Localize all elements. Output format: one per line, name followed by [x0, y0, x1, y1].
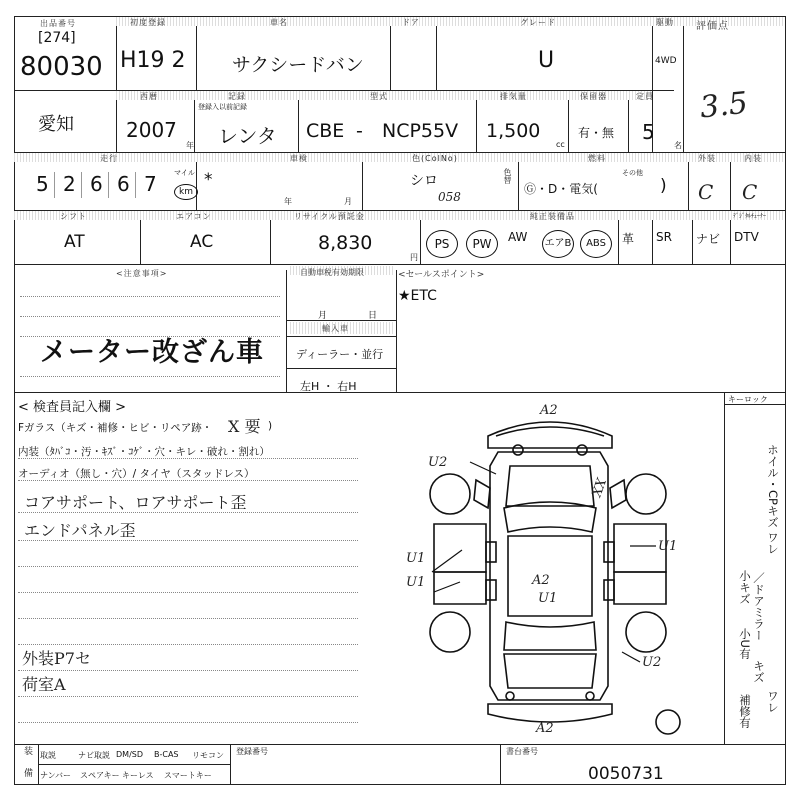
- sales-label: <セールスポイント>: [398, 270, 485, 280]
- equip-label: 純正装備品: [530, 212, 575, 221]
- color-change: 色替: [503, 168, 512, 184]
- side-text-col4: ワレ: [766, 690, 780, 713]
- displacement-value: 1,500: [486, 120, 541, 142]
- recycle-value: 8,830: [318, 232, 373, 254]
- equip-item: ナビ: [696, 232, 721, 246]
- color-value: シロ: [410, 173, 438, 189]
- ac-label: エアコン: [176, 212, 212, 221]
- exterior-value: C: [698, 180, 714, 204]
- diagram-label-u1-right: U1: [658, 539, 678, 554]
- mileage-digit: 6: [90, 172, 103, 196]
- mileage-digit: 2: [63, 172, 76, 196]
- inspector-label: < 検査員記入欄 >: [18, 400, 127, 415]
- footer-item: スペアキー: [80, 771, 120, 780]
- document-label: 書台番号: [506, 747, 538, 756]
- drive-label: 駆動: [656, 18, 674, 27]
- sales-point: ★ETC: [398, 288, 437, 304]
- car-name-value: サクシードバン: [232, 54, 364, 76]
- fuel-close: ): [660, 176, 667, 196]
- handle-value: 左H ・ 右H: [300, 380, 357, 393]
- equip-item: 革: [622, 232, 635, 246]
- diagram-label-u1-left: U1: [406, 551, 426, 566]
- grade-label: グレード: [520, 18, 556, 27]
- type-label: 型式: [370, 92, 388, 101]
- lot-number: 80030: [20, 52, 103, 82]
- equip-item: AW: [508, 230, 528, 244]
- drive-value: 4WD: [655, 56, 677, 66]
- mileage-unit-top: マイル: [174, 169, 195, 177]
- recycle-day: 日: [368, 311, 378, 321]
- fuel-label: 燃料: [588, 154, 606, 163]
- recycle-label: リサイクル預託金: [294, 212, 365, 221]
- footer-equip-label-2: 備: [22, 768, 32, 777]
- diagram-label-u2-bottom: U2: [642, 655, 662, 670]
- equip-item: エアB: [542, 230, 574, 258]
- score-value: 3.5: [698, 85, 750, 126]
- footer-item: キーレス: [122, 771, 154, 780]
- door-label: ドア: [402, 18, 420, 27]
- diagram-label-a2-top: A2: [540, 403, 558, 418]
- color-label: 色(ColNo): [412, 154, 458, 163]
- equip-item: PW: [466, 230, 498, 258]
- side-text-col1: ホイル・CPキズ ワレ: [766, 444, 780, 555]
- footer-item: ナンバー: [40, 771, 72, 780]
- fuel-other: その他: [622, 169, 643, 177]
- diagram-label-center-a2: A2: [532, 573, 550, 588]
- inspect-line3: オーディオ（無し・穴）/ タイヤ（スタッドレス）: [18, 468, 255, 480]
- exterior-label: 外装: [698, 154, 716, 163]
- equip-item: PS: [426, 230, 458, 258]
- interior-label: 内装: [744, 154, 762, 163]
- recycle-month: 月: [318, 311, 328, 321]
- footer-item: ナビ取説: [78, 751, 110, 760]
- mileage-digit: 5: [36, 172, 49, 196]
- footer-item: リモコン: [192, 751, 224, 760]
- grade-value: U: [538, 48, 555, 73]
- equip-item: DTV: [734, 230, 759, 244]
- side-text-col5: 補修有: [738, 694, 752, 729]
- type-prefix: CBE: [306, 120, 345, 142]
- mileage-unit: km: [174, 184, 198, 200]
- year-value: 2007: [126, 118, 177, 142]
- registration-label: 登録番号: [236, 747, 268, 756]
- record-label: 記録: [228, 92, 246, 101]
- inspect-note-1: コアサポート、ロアサポート歪: [24, 493, 247, 512]
- notes-main: メーター改ざん車: [40, 337, 264, 368]
- footer-item: スマートキー: [164, 771, 212, 780]
- footer-item: 取説: [40, 751, 56, 760]
- diagram-label-center-u1: U1: [538, 591, 558, 606]
- shift-label: シフト: [60, 212, 87, 221]
- dealer-value: ディーラー・並行: [296, 348, 384, 361]
- shift-value: AT: [64, 232, 85, 252]
- mileage-digit: 6: [117, 172, 130, 196]
- inspect-line2: 内装（ﾀﾊﾞｺ・汚・ｷｽﾞ・ｺｹﾞ・穴・キレ・破れ・割れ）: [18, 446, 270, 458]
- diagram-label-xx: XX: [589, 476, 611, 500]
- mileage-digit: 7: [144, 172, 157, 196]
- displacement-unit: cc: [556, 140, 565, 149]
- year-unit: 年: [186, 141, 194, 150]
- inspect-note-2: エンドパネル歪: [24, 521, 136, 540]
- car-damage-diagram: [400, 396, 720, 742]
- side-text-col3b: 小U有: [738, 628, 752, 660]
- document-number: 0050731: [588, 764, 664, 784]
- displacement-label: 排気量: [500, 92, 527, 101]
- type-value: NCP55V: [382, 120, 459, 142]
- interior-value: C: [742, 180, 758, 204]
- fuel-options: Ⓖ・D・電気(: [524, 182, 598, 196]
- side-text-col3: 小キズ: [738, 570, 752, 605]
- equip-item: ABS: [580, 230, 612, 258]
- diagram-label-u2: U2: [428, 455, 448, 470]
- capacity-value: 5: [642, 120, 655, 144]
- steering-label: 保留器: [580, 92, 607, 101]
- area-value: 愛知: [38, 114, 74, 135]
- ac-value: AC: [190, 232, 214, 252]
- inspect-note-3: 外装P7セ: [22, 649, 91, 668]
- capacity-label: 定員: [636, 92, 654, 101]
- keylock-label: キーロック: [728, 395, 768, 404]
- lot-number-small: [274]: [38, 30, 76, 46]
- capacity-unit: 名: [674, 141, 682, 150]
- recycle-unit: 円: [410, 253, 418, 262]
- notes-label: <注意事項>: [116, 269, 168, 278]
- footer-item: B-CAS: [154, 750, 179, 759]
- record-value: レンタ: [218, 124, 277, 148]
- side-text-col2b: キズ: [752, 660, 766, 683]
- year-label: 西暦: [140, 92, 158, 101]
- inspection-year: 年: [284, 197, 292, 206]
- inspection-month: 月: [344, 197, 352, 206]
- equip-item: SR: [656, 230, 672, 244]
- inspection-label: 車検: [290, 154, 308, 163]
- mileage-label: 走行: [100, 154, 118, 163]
- type-dash: -: [356, 120, 363, 142]
- mileage-mark: *: [204, 170, 213, 190]
- steering-value: 有・無: [578, 126, 615, 140]
- color-no: 058: [438, 190, 461, 204]
- record-note: 登録入以前記録: [198, 103, 247, 111]
- score-label: 評価点: [696, 21, 729, 32]
- equip-extra: ﾃﾞｼﾞﾀﾙﾁｭｰﾅｰ: [733, 213, 767, 220]
- diagram-label-u1-left2: U1: [406, 575, 426, 590]
- side-text-col2: ／ドアミラー: [752, 572, 766, 641]
- inspect-line1-close: ): [268, 420, 273, 432]
- footer-item: DM/SD: [116, 750, 143, 759]
- car-name-label: 車名: [270, 18, 288, 27]
- recycle-expiry-label: 自動車税有効期限: [300, 268, 364, 277]
- import-label: 輸入車: [322, 324, 349, 333]
- inspect-note-4: 荷室A: [22, 675, 66, 694]
- first-reg-label: 初度登録: [130, 18, 166, 27]
- inspect-line1-mark: X 要: [228, 417, 261, 436]
- lot-label: 出品番号: [40, 19, 76, 28]
- footer-equip-label: 装: [22, 746, 32, 755]
- first-reg-value: H19 2: [120, 48, 186, 73]
- inspect-line1: Fガラス（キズ・補修・ヒビ・リペア跡・: [18, 422, 213, 434]
- diagram-label-a2-bottom: A2: [536, 721, 554, 736]
